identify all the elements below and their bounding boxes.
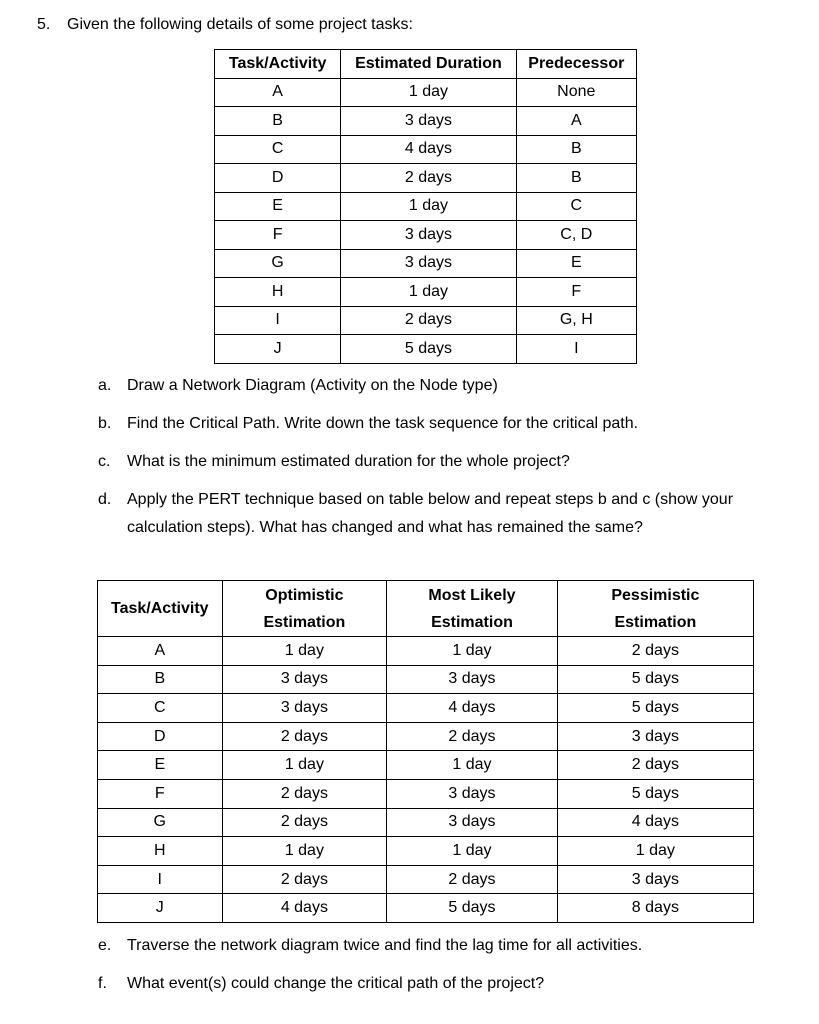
table-row bbox=[215, 78, 637, 107]
column-header bbox=[222, 581, 387, 637]
table-cell: H bbox=[98, 837, 223, 866]
table-cell: 1 day bbox=[222, 637, 387, 666]
table-cell: 3 days bbox=[387, 808, 558, 837]
table-cell: G bbox=[98, 808, 223, 837]
table-cell: F bbox=[215, 221, 341, 250]
table-cell: 2 days bbox=[557, 637, 753, 666]
table-cell: C bbox=[98, 694, 223, 723]
task-table bbox=[214, 49, 637, 364]
column-header-line: Pessimistic bbox=[611, 586, 700, 604]
table-row bbox=[98, 751, 754, 780]
table-cell: F bbox=[98, 779, 223, 808]
item-text: Draw a Network Diagram (Activity on the Node type) bbox=[127, 377, 498, 394]
table-row bbox=[98, 694, 754, 723]
column-header-line: Estimation bbox=[614, 613, 697, 631]
table-row bbox=[215, 249, 637, 278]
column-header-line: Optimistic bbox=[265, 586, 344, 604]
column-header: Estimated Duration bbox=[341, 50, 516, 79]
table-row bbox=[98, 779, 754, 808]
table-row bbox=[98, 894, 754, 923]
table-cell: 5 days bbox=[557, 694, 753, 723]
column-header-line: Most Likely bbox=[428, 586, 516, 604]
table-row bbox=[215, 192, 637, 221]
column-header bbox=[387, 581, 558, 637]
table-cell: 3 days bbox=[341, 221, 516, 250]
table-row bbox=[98, 637, 754, 666]
table-row bbox=[98, 837, 754, 866]
table-cell: 1 day bbox=[341, 192, 516, 221]
table-cell: H bbox=[215, 278, 341, 307]
table-row bbox=[98, 665, 754, 694]
table-cell: 1 day bbox=[222, 751, 387, 780]
table-cell: 2 days bbox=[557, 751, 753, 780]
column-header: Task/Activity bbox=[215, 50, 341, 79]
table-cell: A bbox=[98, 637, 223, 666]
table-cell: 4 days bbox=[222, 894, 387, 923]
table-cell: D bbox=[215, 164, 341, 193]
table-cell: 3 days bbox=[387, 779, 558, 808]
table-cell: 2 days bbox=[222, 722, 387, 751]
table-cell: E bbox=[215, 192, 341, 221]
item-text-continued: calculation steps). What has changed and what has remained the same? bbox=[127, 519, 643, 536]
pert-table bbox=[97, 580, 754, 923]
table-cell: F bbox=[516, 278, 636, 307]
table-row bbox=[215, 164, 637, 193]
table-cell: B bbox=[516, 135, 636, 164]
table-cell: None bbox=[516, 78, 636, 107]
table-cell: 2 days bbox=[341, 306, 516, 335]
table-cell: 3 days bbox=[222, 694, 387, 723]
table-cell: G, H bbox=[516, 306, 636, 335]
question-number: 5. bbox=[37, 16, 51, 33]
table-cell: J bbox=[215, 335, 341, 364]
table-cell: A bbox=[215, 78, 341, 107]
column-header bbox=[557, 581, 753, 637]
table-cell: 3 days bbox=[341, 249, 516, 278]
table-cell: C bbox=[215, 135, 341, 164]
table-cell: 1 day bbox=[387, 837, 558, 866]
table-cell: D bbox=[98, 722, 223, 751]
column-header: Predecessor bbox=[516, 50, 636, 79]
table-cell: I bbox=[98, 865, 223, 894]
table-cell: 2 days bbox=[222, 865, 387, 894]
item-text: What event(s) could change the critical path of the project? bbox=[127, 975, 545, 992]
table-cell: B bbox=[516, 164, 636, 193]
item-label: d. bbox=[98, 491, 112, 508]
table-cell: 2 days bbox=[387, 865, 558, 894]
table-cell: C bbox=[516, 192, 636, 221]
table-cell: 1 day bbox=[341, 278, 516, 307]
table-cell: 4 days bbox=[557, 808, 753, 837]
table-row bbox=[215, 221, 637, 250]
question-text: Given the following details of some project tasks: bbox=[67, 16, 413, 33]
table-cell: 4 days bbox=[341, 135, 516, 164]
table-cell: 5 days bbox=[341, 335, 516, 364]
table-cell: 5 days bbox=[557, 779, 753, 808]
table-cell: 3 days bbox=[557, 722, 753, 751]
table-cell: 3 days bbox=[387, 665, 558, 694]
table-cell: 4 days bbox=[387, 694, 558, 723]
table-row bbox=[215, 107, 637, 136]
item-label: b. bbox=[98, 415, 112, 432]
table-cell: B bbox=[98, 665, 223, 694]
table-cell: 1 day bbox=[222, 837, 387, 866]
table-cell: E bbox=[98, 751, 223, 780]
item-label: f. bbox=[98, 975, 107, 992]
item-label: e. bbox=[98, 937, 112, 954]
column-header: Task/Activity bbox=[98, 581, 223, 637]
table-row bbox=[98, 865, 754, 894]
table-cell: 1 day bbox=[387, 637, 558, 666]
item-label: a. bbox=[98, 377, 112, 394]
table-cell: 2 days bbox=[341, 164, 516, 193]
table-cell: J bbox=[98, 894, 223, 923]
item-text: Find the Critical Path. Write down the task sequence for the critical path. bbox=[127, 415, 639, 432]
table-cell: E bbox=[516, 249, 636, 278]
table-row bbox=[215, 306, 637, 335]
table-cell: G bbox=[215, 249, 341, 278]
table-cell: 2 days bbox=[222, 779, 387, 808]
table-cell: A bbox=[516, 107, 636, 136]
table-cell: 3 days bbox=[222, 665, 387, 694]
table-cell: I bbox=[215, 306, 341, 335]
table-cell: 1 day bbox=[557, 837, 753, 866]
table-row bbox=[215, 278, 637, 307]
item-label: c. bbox=[98, 453, 111, 470]
table-cell: 3 days bbox=[557, 865, 753, 894]
item-text: Traverse the network diagram twice and find the lag time for all activities. bbox=[127, 937, 643, 954]
table-row bbox=[215, 135, 637, 164]
column-header-line: Estimation bbox=[263, 613, 346, 631]
table-cell: 5 days bbox=[387, 894, 558, 923]
table-cell: 8 days bbox=[557, 894, 753, 923]
table-row bbox=[98, 722, 754, 751]
item-text: What is the minimum estimated duration for the whole project? bbox=[127, 453, 570, 470]
item-text: Apply the PERT technique based on table below and repeat steps b and c (show your bbox=[127, 491, 734, 508]
table-row bbox=[98, 808, 754, 837]
table-cell: 2 days bbox=[222, 808, 387, 837]
table-cell: C, D bbox=[516, 221, 636, 250]
column-header-line: Estimation bbox=[431, 613, 513, 631]
table-cell: 3 days bbox=[341, 107, 516, 136]
table-cell: 2 days bbox=[387, 722, 558, 751]
table-cell: I bbox=[516, 335, 636, 364]
table-cell: B bbox=[215, 107, 341, 136]
table-row bbox=[215, 335, 637, 364]
table-cell: 1 day bbox=[387, 751, 558, 780]
table-cell: 1 day bbox=[341, 78, 516, 107]
table-cell: 5 days bbox=[557, 665, 753, 694]
